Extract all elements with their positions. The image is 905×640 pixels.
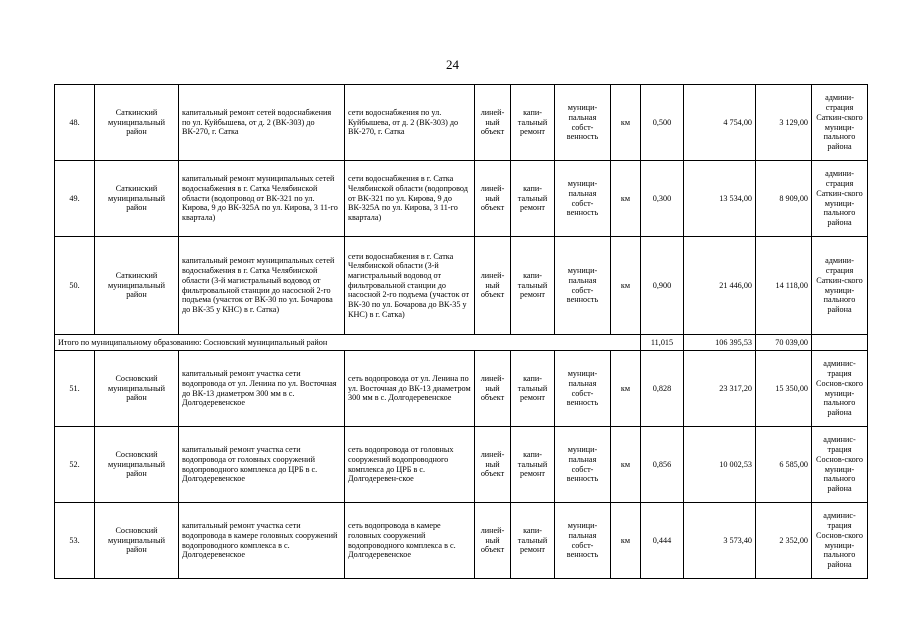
ownership-cell: муници-пальная собст-венность bbox=[555, 85, 611, 161]
row-number: 49. bbox=[55, 161, 95, 237]
table-row bbox=[55, 503, 868, 579]
district-cell: Сосновский муниципальный район bbox=[95, 503, 179, 579]
table-row bbox=[55, 237, 868, 335]
unit-cell: км bbox=[611, 237, 641, 335]
object-type-cell: линей-ный объект bbox=[475, 85, 511, 161]
cost-budget-cell: 15 350,00 bbox=[756, 351, 812, 427]
cost-total-cell: 10 002,53 bbox=[684, 427, 756, 503]
ownership-cell: муници-пальная собст-венность bbox=[555, 161, 611, 237]
unit-cell: км bbox=[611, 161, 641, 237]
work-type-cell: капи-тальный ремонт bbox=[511, 85, 555, 161]
ownership-cell: муници-пальная собст-венность bbox=[555, 351, 611, 427]
district-cell: Саткинский муниципальный район bbox=[95, 85, 179, 161]
district-cell: Саткинский муниципальный район bbox=[95, 237, 179, 335]
length-cell: 0,828 bbox=[641, 351, 684, 427]
unit-cell: км bbox=[611, 351, 641, 427]
cost-budget-cell: 8 909,00 bbox=[756, 161, 812, 237]
work-type-cell: капи-тальный ремонт bbox=[511, 427, 555, 503]
length-cell: 0,856 bbox=[641, 427, 684, 503]
work-type-cell: капи-тальный ремонт bbox=[511, 237, 555, 335]
cost-budget-cell: 2 352,00 bbox=[756, 503, 812, 579]
object-description-cell: сети водоснабжения по ул. Куйбышева, от д. 2 (ВК-303) до ВК-270, г. Сатка bbox=[345, 85, 475, 161]
row-number: 53. bbox=[55, 503, 95, 579]
length-cell: 0,300 bbox=[641, 161, 684, 237]
table-row bbox=[55, 351, 868, 427]
row-number: 52. bbox=[55, 427, 95, 503]
unit-cell: км bbox=[611, 85, 641, 161]
row-number: 48. bbox=[55, 85, 95, 161]
object-type-cell: линей-ный объект bbox=[475, 237, 511, 335]
table-row bbox=[55, 161, 868, 237]
ownership-cell: муници-пальная собст-венность bbox=[555, 427, 611, 503]
owner-cell: админи-страция Саткин-ского муници-пального района bbox=[812, 161, 868, 237]
work-description-cell: капитальный ремонт участка сети водопровода в камере головных сооружений водопроводного комплекса в с. Долгодеревенское bbox=[179, 503, 345, 579]
owner-cell: админис-трация Соснов-ского муници-пального района bbox=[812, 503, 868, 579]
work-description-cell: капитальный ремонт сетей водоснабжения по ул. Куйбышева, от д. 2 (ВК-303) до ВК-270, г. Сатка bbox=[179, 85, 345, 161]
object-type-cell: линей-ный объект bbox=[475, 427, 511, 503]
district-cell: Сосновский муниципальный район bbox=[95, 351, 179, 427]
owner-cell: админис-трация Соснов-ского муници-пального района bbox=[812, 427, 868, 503]
object-description-cell: сети водоснабжения в г. Сатка Челябинской области (водопровод от ВК-321 по ул. Кирова, 9 до ВК-325А по ул. Кирова, 3 11-го квартала) bbox=[345, 161, 475, 237]
work-type-cell: капи-тальный ремонт bbox=[511, 503, 555, 579]
object-description-cell: сеть водопровода от головных сооружений водопроводного комплекса до ЦРБ в с. Долгодеревен-ское bbox=[345, 427, 475, 503]
cost-total-cell: 21 446,00 bbox=[684, 237, 756, 335]
owner-cell: админи-страция Саткин-ского муници-пального района bbox=[812, 85, 868, 161]
projects-table bbox=[54, 84, 868, 579]
row-number: 51. bbox=[55, 351, 95, 427]
total-length: 11,015 bbox=[641, 335, 684, 351]
total-cost: 106 395,53 bbox=[684, 335, 756, 351]
cost-total-cell: 3 573,40 bbox=[684, 503, 756, 579]
length-cell: 0,900 bbox=[641, 237, 684, 335]
cost-total-cell: 4 754,00 bbox=[684, 85, 756, 161]
page-number: 24 bbox=[446, 57, 459, 72]
work-description-cell: капитальный ремонт участка сети водопровода от головных сооружений водопроводного комплекса до ЦРБ в с. Долгодеревенское bbox=[179, 427, 345, 503]
object-type-cell: линей-ный объект bbox=[475, 161, 511, 237]
owner-cell: админис-трация Соснов-ского муници-пального района bbox=[812, 351, 868, 427]
length-cell: 0,444 bbox=[641, 503, 684, 579]
object-description-cell: сети водоснабжения в г. Сатка Челябинской области (3-й магистральный водовод от фильтровальной станции до насосной 2-го подъема (участок от ВК-30 по ул. Бочарова до ВК-35 у КНС) в г. Сатка) bbox=[345, 237, 475, 335]
owner-cell: админи-страция Саткин-ского муници-пального района bbox=[812, 237, 868, 335]
ownership-cell: муници-пальная собст-венность bbox=[555, 237, 611, 335]
district-cell: Саткинский муниципальный район bbox=[95, 161, 179, 237]
work-description-cell: капитальный ремонт муниципальных сетей водоснабжения в г. Сатка Челябинской области (3-й магистральный водовод от фильтровальной станции до насосной 2-го подъема (участок от ВК-30 по ул. Бочарова до ВК-35 у КНС) в г. Сатка) bbox=[179, 237, 345, 335]
object-description-cell: сеть водопровода в камере головных сооружений водопроводного комплекса в с. Долгодеревенское bbox=[345, 503, 475, 579]
object-description-cell: сеть водопровода от ул. Ленина по ул. Восточная до ВК-13 диаметром 300 мм в с. Долгодеревенское bbox=[345, 351, 475, 427]
cost-budget-cell: 6 585,00 bbox=[756, 427, 812, 503]
cost-budget-cell: 3 129,00 bbox=[756, 85, 812, 161]
work-type-cell: капи-тальный ремонт bbox=[511, 161, 555, 237]
work-description-cell: капитальный ремонт участка сети водопровода от ул. Ленина по ул. Восточная до ВК-13 диаметром 300 мм в с. Долгодеревенское bbox=[179, 351, 345, 427]
row-number: 50. bbox=[55, 237, 95, 335]
total-label: Итого по муниципальному образованию: Сосновский муниципальный район bbox=[55, 335, 641, 351]
total-empty-cell bbox=[812, 335, 868, 351]
work-type-cell: капи-тальный ремонт bbox=[511, 351, 555, 427]
table-row bbox=[55, 427, 868, 503]
length-cell: 0,500 bbox=[641, 85, 684, 161]
unit-cell: км bbox=[611, 427, 641, 503]
total-budget: 70 039,00 bbox=[756, 335, 812, 351]
object-type-cell: линей-ный объект bbox=[475, 351, 511, 427]
unit-cell: км bbox=[611, 503, 641, 579]
object-type-cell: линей-ный объект bbox=[475, 503, 511, 579]
cost-budget-cell: 14 118,00 bbox=[756, 237, 812, 335]
district-cell: Сосновский муниципальный район bbox=[95, 427, 179, 503]
table-row bbox=[55, 85, 868, 161]
cost-total-cell: 13 534,00 bbox=[684, 161, 756, 237]
total-row bbox=[55, 335, 868, 351]
ownership-cell: муници-пальная собст-венность bbox=[555, 503, 611, 579]
work-description-cell: капитальный ремонт муниципальных сетей водоснабжения в г. Сатка Челябинской области (водопровод от ВК-321 по ул. Кирова, 9 до ВК-325А по ул. Кирова, 3 11-го квартала) bbox=[179, 161, 345, 237]
cost-total-cell: 23 317,20 bbox=[684, 351, 756, 427]
